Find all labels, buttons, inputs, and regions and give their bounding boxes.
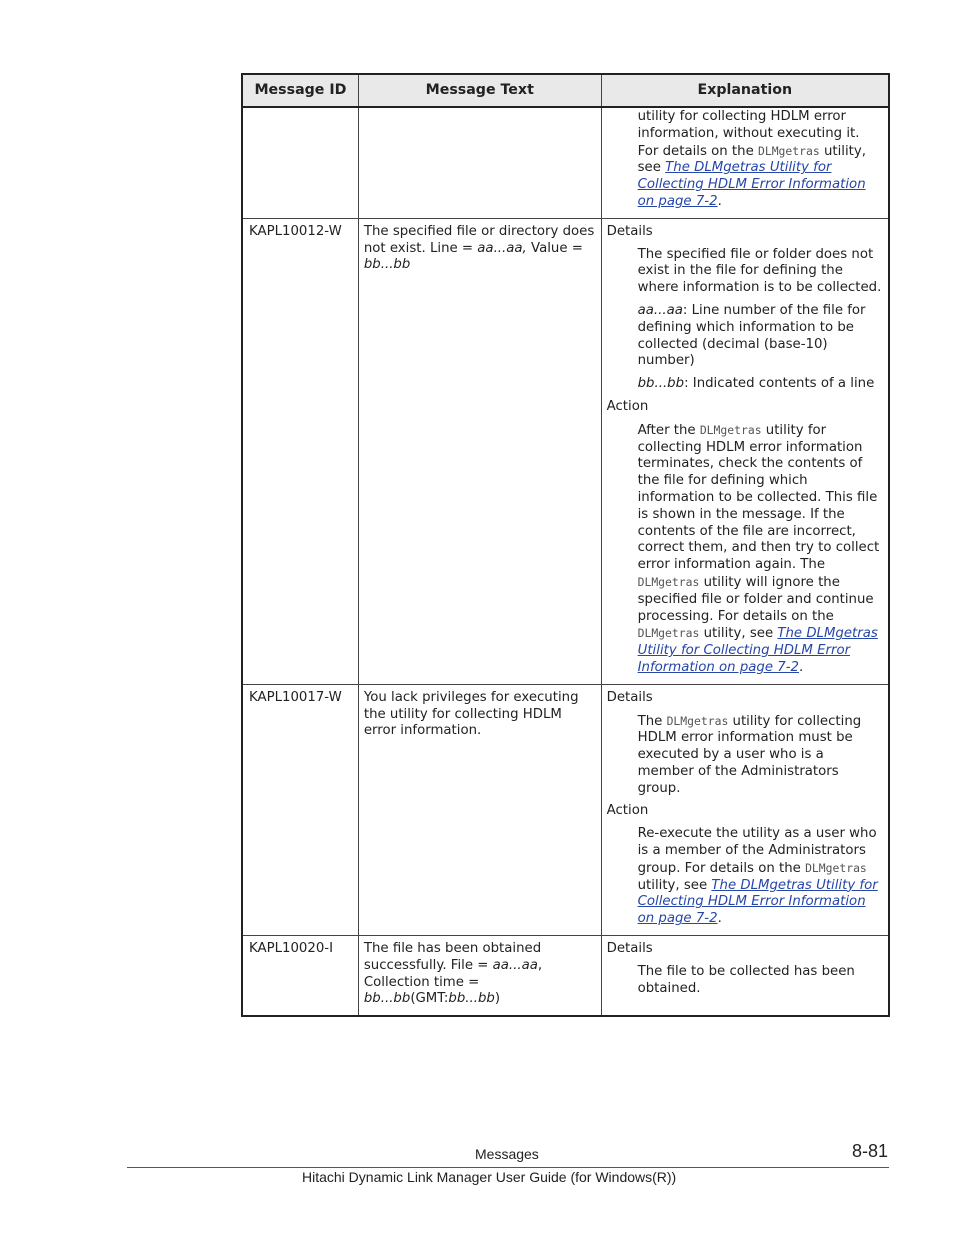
table-row: [242, 218, 889, 684]
explanation-cell: [601, 107, 889, 218]
footer-divider: [127, 1167, 889, 1168]
message-id-cell: KAPL10017-W: [242, 684, 358, 935]
message-id-cell: KAPL10012-W: [242, 218, 358, 684]
details-paragraph: bb...bb: Indicated contents of a line: [637, 376, 875, 392]
page-number: 8-81: [851, 1141, 888, 1161]
continued-explanation: utility for collecting HDLM error information, without executing it. For details on the DLMgetras utility, see The DLMgetras Utility for Collecting HDLM Error Information on page 7-2.: [637, 109, 866, 209]
message-id-cell: KAPL10020-I: [242, 936, 358, 1017]
message-table: [241, 73, 890, 1017]
footer-book-title: Hitachi Dynamic Link Manager User Guide (for Windows(R)): [302, 1169, 677, 1185]
table-row: [242, 684, 889, 935]
table-row: [242, 107, 889, 218]
details-label: Details: [606, 223, 653, 239]
code-dlmgetras: DLMgetras: [637, 574, 700, 589]
details-paragraph: aa...aa: Line number of the file for defining which information to be collected (decimal (base-10) number): [637, 302, 866, 369]
code-dlmgetras: DLMgetras: [805, 860, 867, 875]
message-text-cell: You lack privileges for executing the utility for collecting HDLM error information.: [358, 684, 601, 935]
message-text-cell: [358, 107, 601, 218]
details-paragraph: The specified file or folder does not exist in the file for defining the where information is to be collected.: [637, 246, 882, 296]
message-text-cell: The specified file or directory does not exist. Line = aa...aa, Value = bb...bb: [358, 218, 601, 684]
details-label: Details: [606, 689, 653, 705]
action-paragraph: After the DLMgetras utility for collecting HDLM error information terminates, check the contents of the file for defining which information to be collected. This file is shown in the message. If the contents of the file are incorrect, correct them, and then try to collect error information again. The DLMgetras utility will ignore the specified file or folder and continue processing. For details on the DLMgetras utility, see The DLMgetras Utility for Collecting HDLM Error Information on page 7-2.: [637, 422, 880, 675]
cross-reference-link[interactable]: The DLMgetras Utility for Collecting HDLM Error Information on page 7-2: [637, 626, 878, 675]
action-label: Action: [606, 803, 649, 819]
code-dlmgetras: DLMgetras: [699, 422, 762, 437]
header-message-text: Message Text: [358, 74, 601, 107]
cross-reference-link[interactable]: The DLMgetras Utility for Collecting HDLM Error Information on page 7-2: [637, 160, 866, 209]
explanation-cell: [601, 218, 889, 684]
action-label: Action: [606, 398, 649, 414]
table-header-row: [242, 74, 889, 107]
cross-reference-link[interactable]: The DLMgetras Utility for Collecting HDLM Error Information on page 7-2: [637, 877, 878, 927]
explanation-cell: [601, 936, 889, 1017]
footer-section-title: Messages: [475, 1146, 539, 1162]
details-paragraph: The DLMgetras utility for collecting HDLM error information must be executed by a user who is a member of the Administrators group.: [637, 713, 862, 796]
header-explanation: Explanation: [601, 74, 889, 107]
details-paragraph: The file to be collected has been obtained.: [637, 963, 855, 996]
header-message-id: Message ID: [242, 74, 358, 107]
code-dlmgetras: DLMgetras: [757, 143, 820, 158]
message-text-cell: The file has been obtained successfully. File = aa...aa, Collection time = bb...bb(GMT:bb...bb): [358, 936, 601, 1017]
code-dlmgetras: DLMgetras: [637, 626, 700, 641]
explanation-cell: [601, 684, 889, 935]
details-label: Details: [606, 941, 653, 957]
message-id-cell: [242, 107, 358, 218]
table-row: [242, 936, 889, 1017]
action-paragraph: Re-execute the utility as a user who is a member of the Administrators group. For details on the DLMgetras utility, see The DLMgetras Utility for Collecting HDLM Error Information on page 7-2.: [637, 826, 878, 927]
code-dlmgetras: DLMgetras: [666, 713, 729, 728]
